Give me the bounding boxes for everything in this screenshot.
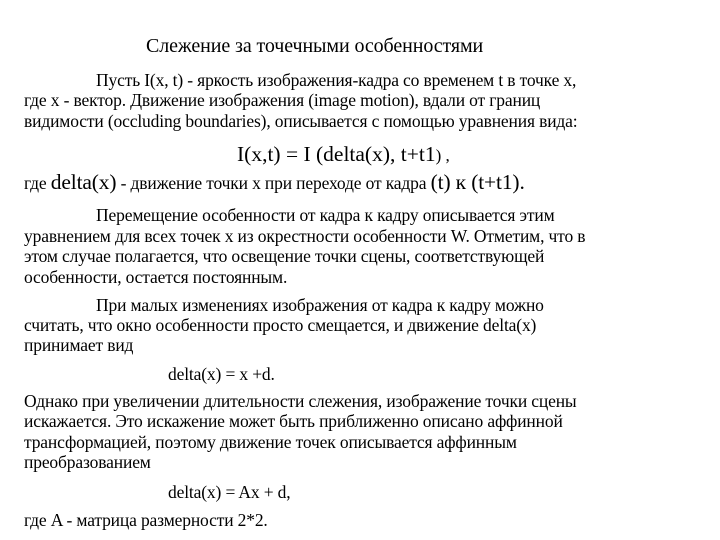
where-middle-text: - движение точки x при переходе от кадра — [116, 173, 431, 193]
where-delta-term: delta(x) — [50, 170, 117, 194]
paragraph-4-line-4: преобразованием — [24, 452, 151, 472]
paragraph-4-line-2: искажается. Это искажение может быть приближенно описано аффинной — [24, 411, 563, 431]
formula-brightness-tail: ) , — [435, 146, 450, 165]
matrix-dimension-note: где A - матрица размерности 2*2. — [24, 510, 268, 530]
where-end: . — [519, 170, 525, 194]
paragraph-1-line-1: Пусть I(x, t) - яркость изображения-кадра со временем t в точке x, — [96, 70, 577, 90]
formula-affine: delta(x) = Ax + d, — [168, 482, 291, 502]
paragraph-2-line-4: особенности, остается постоянным. — [24, 267, 288, 287]
where-t-t1-term: (t+t1) — [471, 170, 520, 194]
slide-title: Слежение за точечными особенностями — [146, 35, 484, 57]
where-prefix: где — [24, 173, 51, 193]
paragraph-4-line-1: Однако при увеличении длительности слежения, изображение точки сцены — [24, 391, 577, 411]
paragraph-2-line-3: этом случае полагается, что освещение точки сцены, соответствующей — [24, 246, 545, 266]
paragraph-1-line-2: где x - вектор. Движение изображения (image motion), вдали от границ — [24, 90, 541, 110]
paragraph-4-line-3: трансформацией, поэтому движение точек описывается аффинным — [24, 432, 517, 452]
formula-brightness-main: I(x,t) = I (delta(x), t+t1 — [237, 142, 436, 166]
paragraph-1-line-3: видимости (occluding boundaries), описывается с помощью уравнения вида: — [24, 111, 578, 131]
where-k-term: к — [450, 170, 472, 194]
paragraph-3-line-3: принимает вид — [24, 335, 134, 355]
where-t-term: (t) — [430, 170, 451, 194]
paragraph-2-line-1: Перемещение особенности от кадра к кадру описывается этим — [96, 205, 555, 225]
paragraph-3-line-1: При малых изменениях изображения от кадра к кадру можно — [96, 295, 544, 315]
formula-translation: delta(x) = x +d. — [168, 364, 275, 384]
formula-brightness-constancy — [237, 141, 450, 169]
paragraph-3-line-2: считать, что окно особенности просто смещается, и движение delta(x) — [24, 315, 537, 335]
paragraph-2-line-2: уравнением для всех точек x из окрестности особенности W. Отметим, что в — [24, 226, 586, 246]
where-delta-line — [24, 172, 525, 193]
